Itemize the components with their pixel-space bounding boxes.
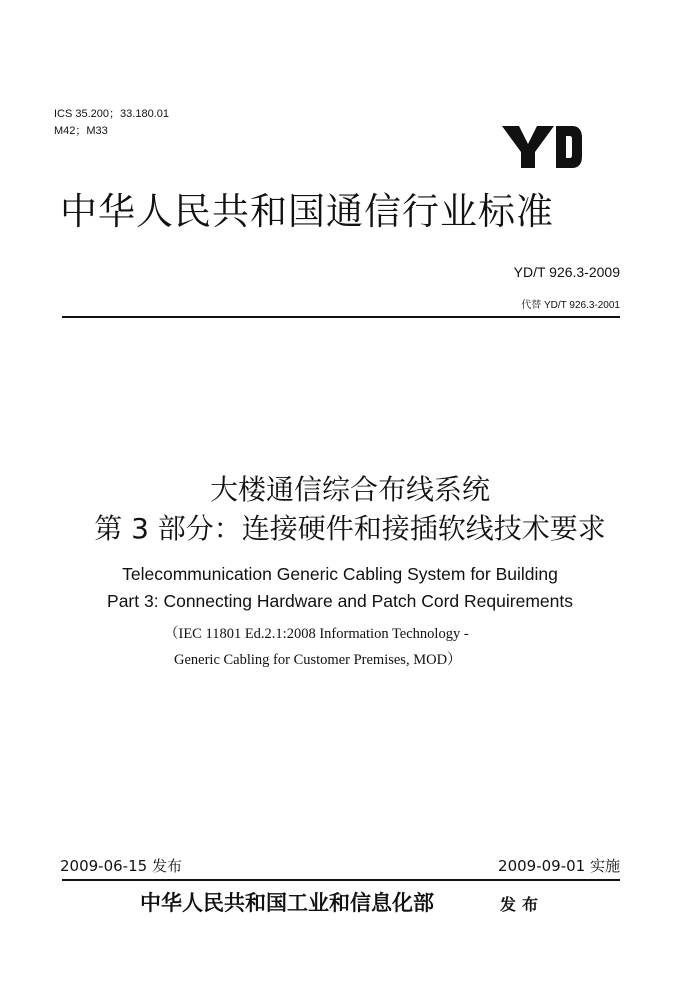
standard-number: YD/T 926.3-2009 bbox=[513, 264, 620, 280]
iec-reference-line-2: Generic Cabling for Customer Premises, MOD） bbox=[174, 652, 462, 668]
ccs-code: M42；M33 bbox=[54, 125, 108, 137]
yd-logo bbox=[502, 122, 582, 170]
chinese-title-line-2: 第 3 部分：连接硬件和接插软线技术要求 bbox=[94, 512, 606, 545]
replaced-standard: 代替 YD/T 926.3-2001 bbox=[521, 300, 620, 311]
header-divider bbox=[62, 316, 620, 318]
iec-reference-line-1: （IEC 11801 Ed.2.1:2008 Information Technology - bbox=[164, 626, 469, 642]
implementation-date: 2009-09-01 实施 bbox=[498, 857, 620, 875]
chinese-title-line-1: 大楼通信综合布线系统 bbox=[209, 473, 490, 506]
ics-code: ICS 35.200；33.180.01 bbox=[54, 108, 169, 120]
issuing-organization: 中华人民共和国工业和信息化部 bbox=[140, 890, 434, 915]
standard-category-title: 中华人民共和国通信行业标准 bbox=[60, 190, 554, 233]
issue-date: 2009-06-15 发布 bbox=[60, 857, 182, 875]
english-title-line-2: Part 3: Connecting Hardware and Patch Cord Requirements bbox=[107, 591, 573, 611]
footer-divider bbox=[62, 879, 620, 881]
english-title-line-1: Telecommunication Generic Cabling System for Building bbox=[122, 564, 558, 584]
issue-label: 发布 bbox=[500, 895, 545, 914]
